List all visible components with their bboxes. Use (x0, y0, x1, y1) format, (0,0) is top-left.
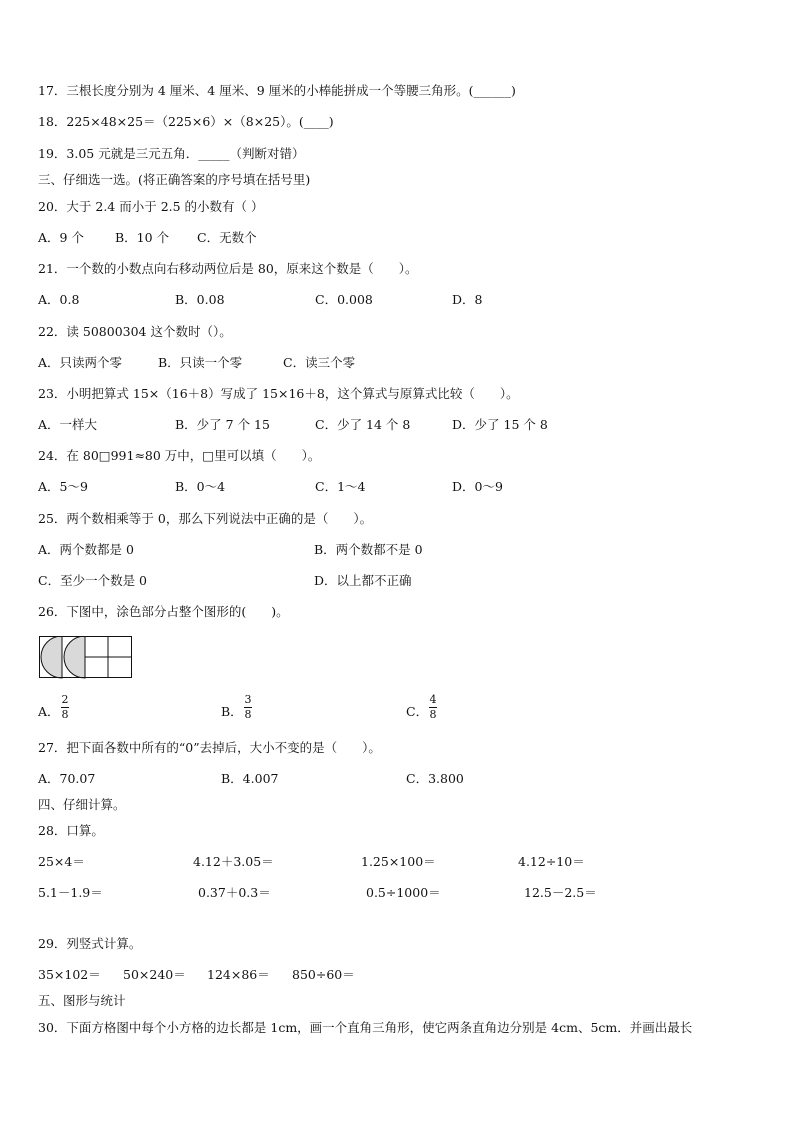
q23-option-d: D．少了 15 个 8 (452, 417, 548, 432)
numerator: 3 (244, 693, 252, 706)
q26-option-c-letter: C． (406, 704, 429, 719)
q21-option-a: A．0.8 (38, 292, 80, 307)
q28-item: 0.37＋0.3＝ (198, 885, 271, 900)
q28-item: 12.5－2.5＝ (524, 885, 597, 900)
q29-item: 850÷60＝ (292, 967, 355, 982)
q28-item: 4.12÷10＝ (518, 854, 585, 869)
denominator: 8 (244, 708, 252, 721)
numerator: 4 (429, 693, 437, 706)
q20-option-c: C．无数个 (197, 230, 257, 245)
section-3-heading: 三、仔细选一选。(将正确答案的序号填在括号里) (38, 172, 311, 187)
question-22-stem: 22．读 50800304 这个数时（）。 (38, 324, 232, 339)
question-23-stem: 23．小明把算式 15×（16＋8）写成了 15×16＋8，这个算式与原算式比较（ ）。 (38, 386, 519, 401)
q28-item: 0.5÷1000＝ (366, 885, 441, 900)
q29-item: 35×102＝ (38, 967, 101, 982)
q24-option-c: C．1～4 (315, 479, 366, 494)
q25-option-a: A．两个数都是 0 (38, 542, 134, 557)
question-20-stem: 20．大于 2.4 而小于 2.5 的小数有（ ） (38, 199, 264, 214)
question-17: 17．三根长度分别为 4 厘米、4 厘米、9 厘米的小棒能拼成一个等腰三角形。(______) (38, 83, 516, 98)
q25-option-d: D．以上都不正确 (314, 573, 412, 588)
section-4-heading: 四、仔细计算。 (38, 797, 126, 812)
q22-option-b: B．只读一个零 (158, 355, 243, 370)
q20-option-b: B．10 个 (115, 230, 170, 245)
q29-item: 50×240＝ (123, 967, 186, 982)
question-25-stem: 25．两个数相乘等于 0，那么下列说法中正确的是（ ）。 (38, 511, 373, 526)
q28-item: 5.1－1.9＝ (38, 885, 103, 900)
q24-option-a: A．5～9 (38, 479, 88, 494)
q27-option-c: C．3.800 (406, 771, 464, 786)
question-28-stem: 28．口算。 (38, 823, 104, 838)
question-24-stem: 24．在 80□991≈80 万中，□里可以填（ ）。 (38, 448, 321, 463)
question-18: 18．225×48×25＝（225×6）×（8×25）。(____) (38, 114, 334, 129)
q26-option-c-fraction (429, 694, 437, 721)
question-29-stem: 29．列竖式计算。 (38, 936, 142, 951)
q27-option-a: A．70.07 (38, 771, 96, 786)
q23-option-c: C．少了 14 个 8 (315, 417, 411, 432)
q23-option-b: B．少了 7 个 15 (175, 417, 270, 432)
q25-option-c: C．至少一个数是 0 (38, 573, 147, 588)
q29-item: 124×86＝ (207, 967, 270, 982)
q22-option-c: C．读三个零 (283, 355, 356, 370)
q24-option-b: B．0～4 (175, 479, 226, 494)
q22-option-a: A．只读两个零 (38, 355, 123, 370)
denominator: 8 (61, 708, 69, 721)
section-5-heading: 五、图形与统计 (38, 993, 126, 1008)
shaded-semicircle-right (64, 636, 85, 678)
q28-item: 4.12＋3.05＝ (193, 854, 274, 869)
question-26-stem: 26．下图中，涂色部分占整个图形的( )。 (38, 604, 289, 619)
q25-option-b: B．两个数都不是 0 (314, 542, 423, 557)
q28-item: 1.25×100＝ (361, 854, 436, 869)
q24-option-d: D．0～9 (452, 479, 503, 494)
q26-option-a-fraction (61, 694, 69, 721)
q26-option-b-letter: B． (221, 704, 243, 719)
shaded-grid-figure (39, 636, 133, 680)
denominator: 8 (429, 708, 437, 721)
q20-option-a: A．9 个 (38, 230, 84, 245)
q26-option-a-letter: A． (38, 704, 60, 719)
q28-item: 25×4＝ (38, 854, 85, 869)
question-21-stem: 21．一个数的小数点向右移动两位后是 80，原来这个数是（ ）。 (38, 261, 418, 276)
q27-option-b: B．4.007 (221, 771, 279, 786)
q21-option-c: C．0.008 (315, 292, 373, 307)
q26-option-b-fraction (244, 694, 252, 721)
question-30: 30．下面方格图中每个小方格的边长都是 1cm，画一个直角三角形，使它两条直角边分别是 4cm、5cm．并画出最长 (38, 1020, 693, 1035)
q21-option-b: B．0.08 (175, 292, 225, 307)
q23-option-a: A．一样大 (38, 417, 98, 432)
question-27-stem: 27．把下面各数中所有的“0”去掉后，大小不变的是（ ）。 (38, 740, 381, 755)
numerator: 2 (61, 693, 69, 706)
question-19: 19．3.05 元就是三元五角．_____（判断对错） (38, 146, 305, 161)
q21-option-d: D．8 (452, 292, 483, 307)
